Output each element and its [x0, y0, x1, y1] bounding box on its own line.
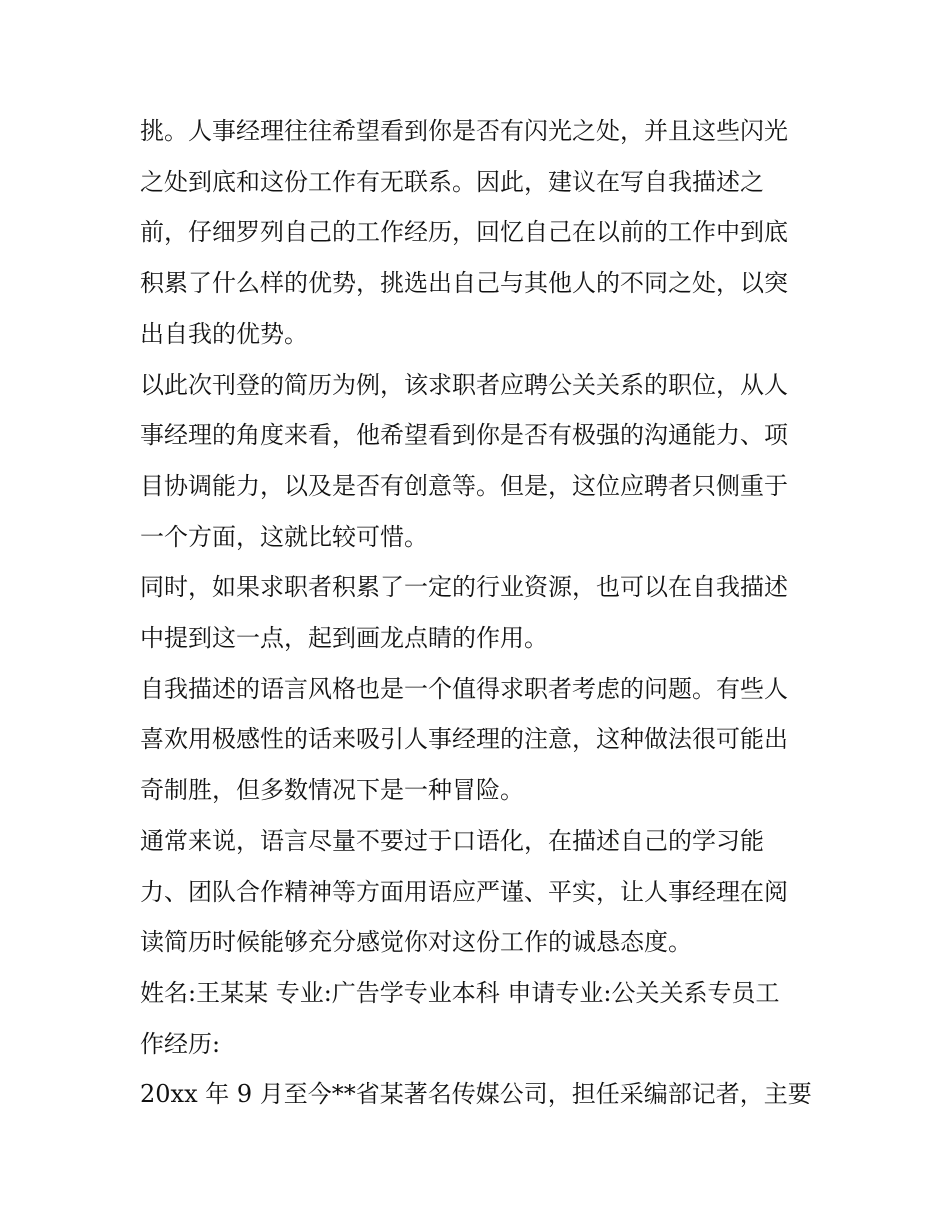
- paragraph-resources: [140, 562, 820, 663]
- text-line: 中提到这一点，起到画龙点睛的作用。: [140, 624, 548, 653]
- text-line: 事经理的角度来看，他希望看到你是否有极强的沟通能力、项: [140, 421, 788, 450]
- text-line: 积累了什么样的优势，挑选出自己与其他人的不同之处，以突: [140, 269, 788, 298]
- text-line: 目协调能力，以及是否有创意等。但是，这位应聘者只侧重于: [140, 471, 788, 500]
- text-line: 姓名:王某某 专业:广告学专业本科 申请专业:公关关系专员工: [140, 978, 780, 1007]
- text-line: 力、团队合作精神等方面用语应严谨、平实，让人事经理在阅: [140, 877, 788, 906]
- paragraph-profile: [140, 968, 820, 1069]
- paragraph-language-style: [140, 664, 820, 816]
- text-line: 喜欢用极感性的话来吸引人事经理的注意，这种做法很可能出: [140, 725, 788, 754]
- paragraph-highlights: [140, 106, 820, 360]
- text-line: 通常来说，语言尽量不要过于口语化，在描述自己的学习能: [140, 826, 764, 855]
- text-line: 自我描述的语言风格也是一个值得求职者考虑的问题。有些人: [140, 674, 788, 703]
- text-line: 同时，如果求职者积累了一定的行业资源，也可以在自我描述: [140, 573, 788, 602]
- paragraph-example: [140, 360, 820, 563]
- document-body: [140, 106, 820, 1120]
- text-line: 前，仔细罗列自己的工作经历，回忆自己在以前的工作中到底: [140, 218, 788, 247]
- paragraph-tone: [140, 816, 820, 968]
- text-line: 挑。人事经理往往希望看到你是否有闪光之处，并且这些闪光: [140, 117, 788, 145]
- text-line: 出自我的优势。: [140, 319, 308, 348]
- text-line: 以此次刊登的简历为例，该求职者应聘公关关系的职位，从人: [140, 370, 788, 399]
- text-line: 作经历:: [140, 1029, 221, 1058]
- paragraph-work-history: [140, 1069, 820, 1120]
- text-line: 读简历时候能够充分感觉你对这份工作的诚恳态度。: [140, 928, 692, 957]
- text-line: 奇制胜，但多数情况下是一种冒险。: [140, 776, 524, 805]
- text-line: 之处到底和这份工作有无联系。因此，建议在写自我描述之: [140, 167, 764, 196]
- text-line: 一个方面，这就比较可惜。: [140, 522, 428, 551]
- text-line: 20xx 年 9 月至今**省某著名传媒公司，担任采编部记者，主要: [140, 1080, 812, 1109]
